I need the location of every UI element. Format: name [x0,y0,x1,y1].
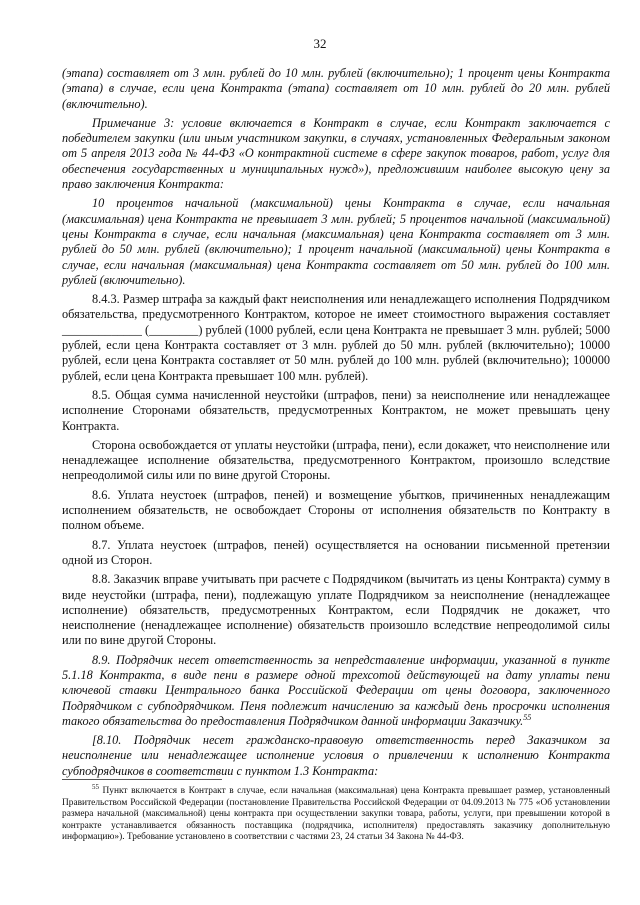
paragraph-8-8: 8.8. Заказчик вправе учитывать при расчете с Подрядчиком (вычитать из цены Контракта) сумму в виде неустойки (штрафа, пени), подлежащую уплате Подрядчиком за неисполнение (ненадлежащее исполнение) обязательств, предусмотренных Контрактом, если Подрядчик не докажет, что неисполнение (ненадлежащее исполнение) обязательств произошло вследствие непреодолимой силы или по вине другой Стороны. [62,572,610,648]
footnote-reference-55[interactable]: 55 [523,712,532,722]
paragraph-8-4-3: 8.4.3. Размер штрафа за каждый факт неисполнения или ненадлежащего исполнения Подрядчиком обязательства, предусмотренного Контрактом, которое не имеет стоимостного выражения составляет _____________ (________) рублей (1000 рублей, если цена Контракта не превышает 3 млн. рублей; 5000 рублей, если цена Контракта составляет от 3 млн. рублей до 50 млн. рублей (включительно); 10000 рублей, если цена Контракта составляет от 50 млн. рублей до 100 млн. рублей (включительно); 100000 рублей, если цена Контракта превышает 100 млн. рублей). [62,292,610,383]
paragraph-force-majeure: Сторона освобождается от уплаты неустойки (штрафа, пени), если докажет, что неисполнение или ненадлежащее исполнение обязательства, предусмотренного Контрактом, произошло вследствие непреодолимой силы или по вине другой Стороны. [62,437,610,483]
footnote-divider [62,779,222,780]
paragraph-8-6: 8.6. Уплата неустоек (штрафов, пеней) и возмещение убытков, причиненных ненадлежащим исполнением обязательств, не освобождает Стороны от исполнения обязательств по Контракту в полном объеме. [62,487,610,533]
paragraph-8-10: [8.10. Подрядчик несет гражданско-правовую ответственность перед Заказчиком за неисполнение или ненадлежащее исполнение условия о привлечении к исполнению Контракта субподрядчиков в соответствии с пунктом 1.3 Контракта: [62,733,610,778]
paragraph-8-9-text: 8.9. Подрядчик несет ответственность за непредставление информации, указанной в пункте 5.1.18 Контракта, в виде пени в размере одной трехсотой действующей на дату уплаты пени ключевой ставки Центрального банка Российской Федерации от цены договора, заключенного Подрядчиком с субподрядчиком. Пеня подлежит начислению за каждый день просрочки исполнения такого обязательства до предоставления Подрядчиком данной информации Заказчику. [62,652,610,728]
paragraph-note-3: Примечание 3: условие включается в Контракт в случае, если Контракт заключается с победителем закупки (или иным участником закупки, в случаях, установленных Федеральным законом от 5 апреля 2013 года № 44-ФЗ «О контрактной системе в сфере закупок товаров, работ, услуг для обеспечения государственных и муниципальных нужд»), предложившим наиболее высокую цену за право заключения Контракта: [62,115,610,192]
paragraph-8-9 [62,653,610,729]
paragraph-penalty-continuation: (этапа) составляет от 3 млн. рублей до 10 млн. рублей (включительно); 1 процент цены Контракта (этапа) в случае, если цена Контракта (этапа) составляет от 10 млн. рублей до 20 млн. рублей (включительно). [62,66,610,111]
footnote-55 [62,782,610,844]
footnote-text: Пункт включается в Контракт в случае, если начальная (максимальная) цена Контракта превышает размер, установленный Правительством Российской Федерации (постановление Правительства Российской Федерации от 04.09.2013 № 775 «Об установлении размера начальной (максимальной) цены контракта при осуществлении закупки товара, работы, услуги, при превышении которой в контракте устанавливается обязанность поставщика (подрядчика, исполнителя) предоставлять заказчику дополнительную информацию»). Требование установлено в соответствии с частями 23, 24 статьи 34 Закона № 44-ФЗ. [62,786,610,843]
footnote-number: 55 [92,782,99,791]
paragraph-note-3-rates: 10 процентов начальной (максимальной) цены Контракта в случае, если начальная (максимальная) цена Контракта не превышает 3 млн. рублей; 5 процентов начальной (максимальной) цены Контракта в случае, если начальная (максимальная) цена Контракта составляет от 3 млн. рублей до 50 млн. рублей (включительно); 1 процент начальной (максимальной) цены Контракта в случае, если начальная (максимальная) цена Контракта составляет от 50 млн. рублей до 100 млн. рублей (включительно). [62,196,610,287]
page-number: 32 [313,36,327,51]
paragraph-8-7: 8.7. Уплата неустоек (штрафов, пеней) осуществляется на основании письменной претензии одной из Сторон. [62,537,610,567]
document-body [62,66,610,783]
paragraph-8-5: 8.5. Общая сумма начисленной неустойки (штрафов, пени) за неисполнение или ненадлежащее исполнение Сторонами обязательств, предусмотренных Контрактом, не может превышать цену Контракта. [62,387,610,433]
